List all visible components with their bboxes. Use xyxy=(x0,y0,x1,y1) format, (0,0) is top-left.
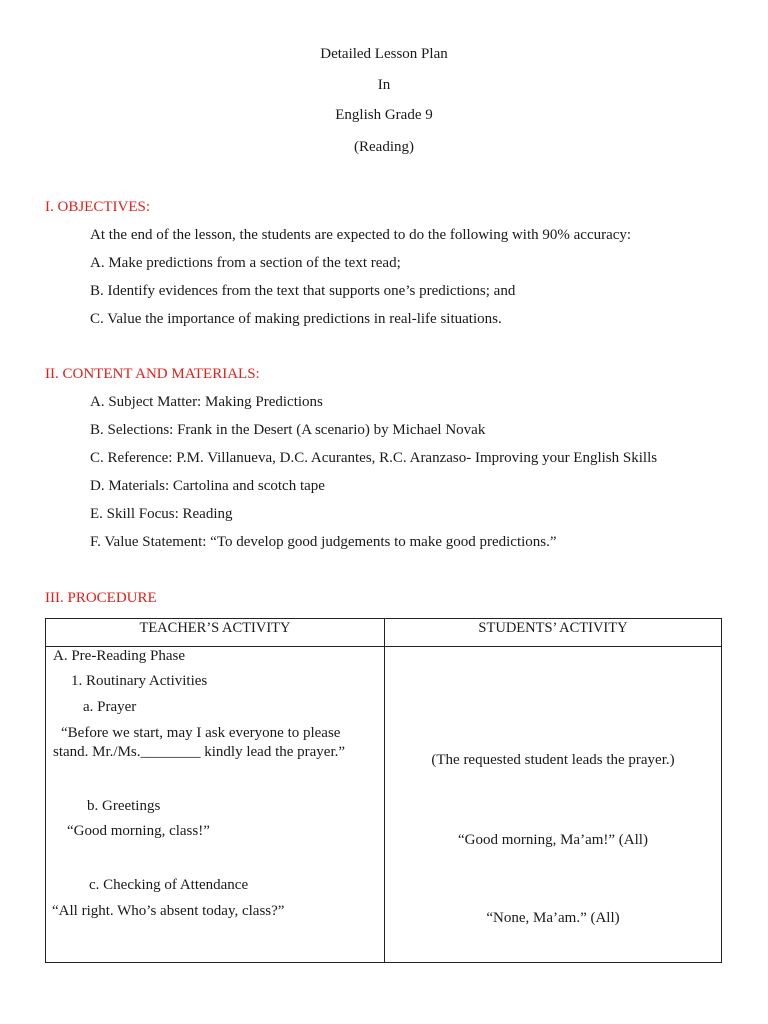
doc-title: Detailed Lesson Plan xyxy=(320,46,448,62)
greetings-line: “Good morning, class!” xyxy=(67,823,210,839)
doc-subject: English Grade 9 xyxy=(335,107,433,123)
content-heading: II. CONTENT AND MATERIALS: xyxy=(45,366,260,382)
content-item: A. Subject Matter: Making Predictions xyxy=(90,394,323,410)
objective-item: B. Identify evidences from the text that supports one’s predictions; and xyxy=(90,283,516,299)
content-item: E. Skill Focus: Reading xyxy=(90,506,233,522)
objective-item: A. Make predictions from a section of the text read; xyxy=(90,255,401,271)
prayer-line-2: stand. Mr./Ms.________ kindly lead the prayer.” xyxy=(53,744,346,760)
prayer-response: (The requested student leads the prayer.) xyxy=(431,752,675,768)
students-activity-header: STUDENTS’ ACTIVITY xyxy=(478,620,628,636)
prayer-label: a. Prayer xyxy=(83,699,137,715)
pre-reading-phase: A. Pre-Reading Phase xyxy=(53,648,186,664)
routinary-activities: 1. Routinary Activities xyxy=(71,673,208,689)
objectives-heading: I. OBJECTIVES: xyxy=(45,199,150,215)
objective-item: C. Value the importance of making predictions in real-life situations. xyxy=(90,311,502,327)
doc-skill: (Reading) xyxy=(354,139,414,155)
objectives-intro: At the end of the lesson, the students are expected to do the following with 90% accuracy: xyxy=(90,227,632,243)
teacher-activity-header: TEACHER’S ACTIVITY xyxy=(139,620,291,636)
procedure-table xyxy=(45,618,722,963)
greetings-label: b. Greetings xyxy=(87,798,161,814)
content-item: C. Reference: P.M. Villanueva, D.C. Acurantes, R.C. Aranzaso- Improving your English Skills xyxy=(90,450,658,466)
prayer-line-1: “Before we start, may I ask everyone to please xyxy=(61,725,341,741)
attendance-line: “All right. Who’s absent today, class?” xyxy=(52,903,285,919)
table-header-divider xyxy=(46,646,721,647)
content-item: B. Selections: Frank in the Desert (A scenario) by Michael Novak xyxy=(90,422,486,438)
doc-title-in: In xyxy=(377,77,391,93)
attendance-label: c. Checking of Attendance xyxy=(89,877,249,893)
attendance-response: “None, Ma’am.” (All) xyxy=(486,910,620,926)
content-item: D. Materials: Cartolina and scotch tape xyxy=(90,478,325,494)
content-item: F. Value Statement: “To develop good judgements to make good predictions.” xyxy=(90,534,557,550)
procedure-heading: III. PROCEDURE xyxy=(45,590,157,606)
greeting-response: “Good morning, Ma’am!” (All) xyxy=(458,832,648,848)
